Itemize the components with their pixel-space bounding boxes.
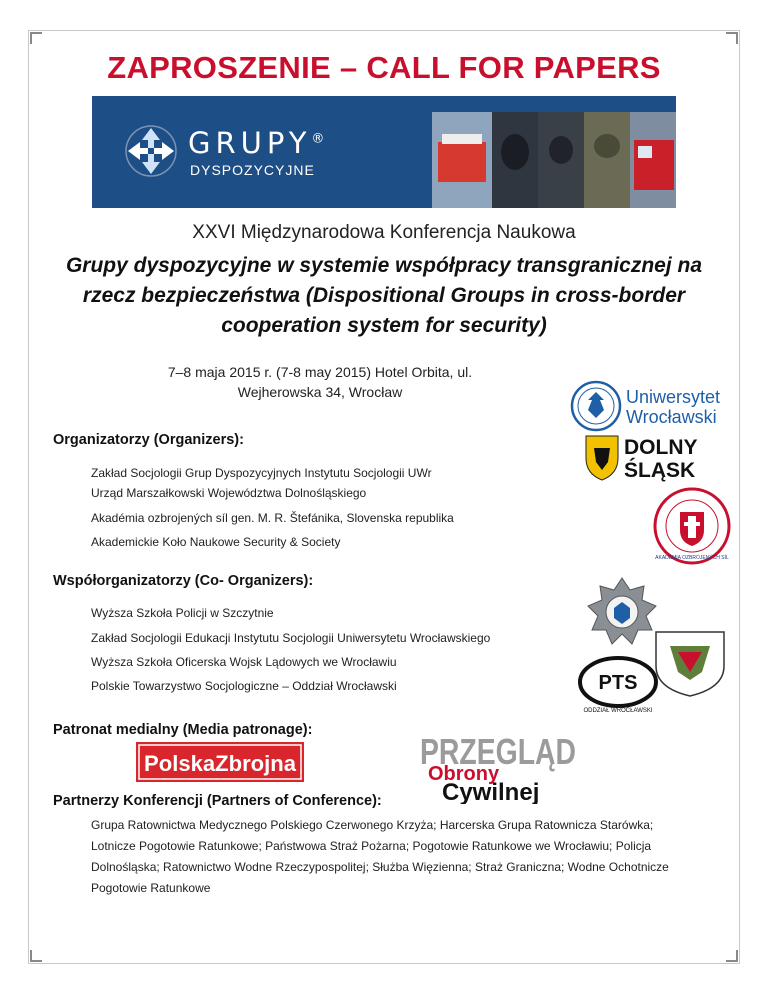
services-photo-collage <box>432 112 676 208</box>
svg-text:AKADÉMIA OZBROJENÝCH SÍL: AKADÉMIA OZBROJENÝCH SÍL <box>655 555 729 561</box>
svg-text:PRZEGLĄD: PRZEGLĄD <box>420 731 576 772</box>
policja-academy-star-emblem <box>586 576 658 648</box>
conference-title: Grupy dyspozycyjne w systemie współpracy transgranicznej na rzecz bezpieczeństwa (Dispositional Groups in cross-border cooperation system for security) <box>65 254 703 337</box>
page-title: ZAPROSZENIE – CALL FOR PAPERS <box>107 50 661 85</box>
organizer-item: Akademickie Koło Naukowe Security & Society <box>91 535 341 549</box>
banner-brand: GRUPY® <box>188 126 325 160</box>
organizer-item: Zakład Socjologii Grup Dyspozycyjnych Instytutu Socjologii UWr <box>91 466 432 480</box>
organizers-heading: Organizatorzy (Organizers): <box>53 432 244 448</box>
organizer-item: Urząd Marszałkowski Województwa Dolnośląskiego <box>91 486 367 500</box>
svg-text:DOLNY: DOLNY <box>624 436 698 459</box>
media-patronage-heading: Patronat medialny (Media patronage): <box>53 722 313 738</box>
akademia-ozbrojenych-sil-seal <box>652 486 732 566</box>
co-organizer-item: Wyższa Szkoła Oficerska Wojsk Lądowych we Wrocławiu <box>91 655 397 669</box>
svg-text:Wrocławski: Wrocławski <box>626 407 717 427</box>
wso-wojsk-ladowych-shield <box>652 628 728 698</box>
partners-list: Grupa Ratownictwa Medycznego Polskiego Czerwonego Krzyża; Harcerska Grupa Ratownicza Starówka; Lotnicze Pogotowie Ratunkowe; Państwowa Straż Pożarna; Pogotowie Ratunkowe we Wrocławiu; Policja Dolnośląska; Ratownictwo Wodne Rzeczypospolitej; Służba Więzienna; Straż Graniczna; Wodne Ochotnicze Pogotowie Ratunkowe <box>91 818 669 895</box>
svg-text:ŚLĄSK: ŚLĄSK <box>624 459 696 482</box>
svg-text:Obrony: Obrony <box>428 763 500 785</box>
corner-mark <box>726 950 738 962</box>
grupy-logo-icon <box>124 124 178 178</box>
svg-text:ODDZIAŁ WROCŁAWSKI: ODDZIAŁ WROCŁAWSKI <box>583 708 653 714</box>
corner-mark <box>726 32 738 44</box>
grupy-dyspozycyjne-banner <box>92 96 676 208</box>
dolny-slask-logo <box>584 432 724 482</box>
polska-zbrojna-logo <box>136 742 304 782</box>
banner-subtitle: DYSPOZYCYJNE <box>190 162 315 178</box>
co-organizer-item: Polskie Towarzystwo Socjologiczne – Oddział Wrocławski <box>91 679 397 693</box>
date-venue: 7–8 maja 2015 r. (7-8 may 2015) Hotel Orbita, ul. Wejherowska 34, Wrocław <box>167 364 473 400</box>
svg-text:Cywilnej: Cywilnej <box>442 779 540 804</box>
pts-logo <box>578 656 662 714</box>
svg-text:Uniwersytet: Uniwersytet <box>626 387 721 407</box>
co-organizers-heading: Współorganizatorzy (Co- Organizers): <box>53 573 314 589</box>
partners-heading: Partnerzy Konferencji (Partners of Conference): <box>53 793 382 809</box>
svg-text:PolskaZbrojna: PolskaZbrojna <box>144 751 297 776</box>
conference-edition: XXVI Międzynarodowa Konferencja Naukowa <box>192 222 576 243</box>
corner-mark <box>30 950 42 962</box>
svg-text:PTS: PTS <box>598 672 638 694</box>
co-organizer-item: Wyższa Szkoła Policji w Szczytnie <box>91 606 274 620</box>
przeglad-obrony-cywilnej-logo <box>416 728 578 804</box>
co-organizer-item: Zakład Socjologii Edukacji Instytutu Socjologii Uniwersytetu Wrocławskiego <box>91 631 491 645</box>
uniwersytet-wroclawski-logo <box>570 378 730 434</box>
corner-mark <box>30 32 42 44</box>
organizer-item: Akadémia ozbrojených síl gen. M. R. Štefánika, Slovenska republika <box>91 511 454 525</box>
